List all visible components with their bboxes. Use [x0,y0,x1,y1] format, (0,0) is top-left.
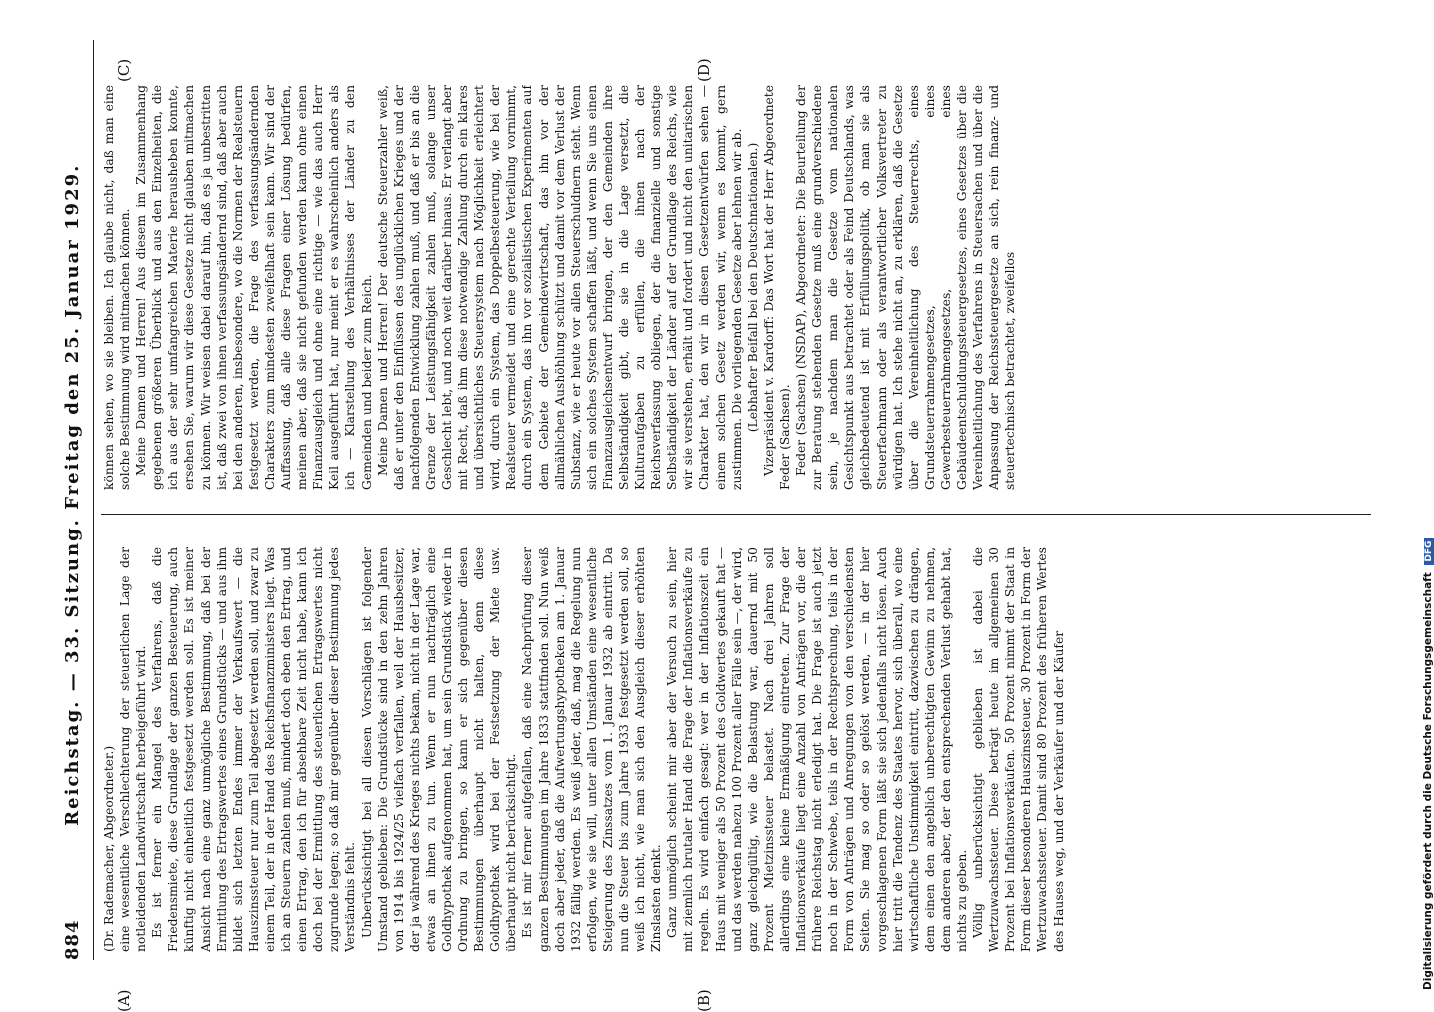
paragraph: Meine Damen und Herren! Der deutsche Steuerzahler weiß, daß er unter den Einflüssen des unglücklichen Krieges und der nachfolgenden Entwicklung zahlen muß, und daß er bis an die Grenze der Leistungsfähigkeit zahlen muß, solange unser Geschlecht lebt, und noch weit darüber hinaus. Er verlangt aber mit Recht, daß ihm diese notwendige Zahlung durch ein klares und übersichtliches Steuersystem nach Möglichkeit erleichtert wird, durch ein System, das Doppelbesteuerung, wie bei der Realsteuer vermeidet und eine gerechte Verteilung vornimmt, durch ein System, das ihn vor sozialistischen Experimenten auf dem Gebiete der Gemeindewirtschaft, das ihn vor der allmählichen Aushöhlung schützt und damit vor dem Verlust der Substanz, wie er heute vor allen Steuerschuldnern steht. Wenn sich ein solches System schaffen läßt, und wenn Sie uns einen Finanzausgleichsentwurf bringen, der den Gemeinden ihre Selbständigkeit gibt, die sie in die Lage versetzt, die Kulturaufgaben zu erfüllen, die ihnen nach der Reichsverfassung obliegen, der die finanzielle und sonstige Selbständigkeit der Länder auf der Grundlage des Reichs, wie wir sie verstehen, erhält und fordert und nicht den unitarischen Charakter hat, den wir in diesen Gesetzentwürfen sehen — einem solchen Gesetz werden wir, wenn es kommt, gern zustimmen. Die vorliegenden Gesetze aber lehnen wir ab. [375,85,744,490]
paragraph: Völlig unberücksichtigt geblieben ist dabei die Wertzuwachssteuer. Diese beträgt heute im allgemeinen 30 Prozent bei Inflationsverkäufen. 50 Prozent nimmt der Staat in Form dieser besonderen Hauszinssteuer, 30 Prozent in Form der Wertzuwachssteuer. Damit sind 80 Prozent des früheren Wertes des Hauses weg, und der Verkäufer und der Käufer [971,547,1066,952]
paragraph: Meine Damen und Herren! Aus diesem im Zusammenhang gegebenen größeren Überblick und aus den Einzelheiten, die ich aus der sehr umfangreichen Materie herausheben konnte, ersehen Sie, warum wir diese Gesetze nicht glauben mitmachen zu können. Wir weisen dabei darauf hin, daß es ja unbestritten ist, daß zwei von ihnen verfassungsändernd sind, daß aber auch bei den anderen, insbesondere, wo die Normen der Realsteuern festgesetzt werden, die Frage des verfassungsändernden Charakters zum mindesten zweifelhaft sein kann. Wir sind der Auffassung, daß alle diese Fragen einer Lösung bedürfen, meinen aber, daß sie nicht gefunden werden kann ohne einen Finanzausgleich und ohne eine richtige — wie das auch Herr Keil ausgeführt hat, nur meint er es wahrscheinlich anders als ich — Klarstellung des Verhältnisses der Länder zu den Gemeinden und beider zum Reich. [134,85,374,490]
rotated-page [55,40,1385,1012]
credit-text: Digitalisierung gefördert durch die Deutsche Forschungsgemeinschaft [1422,572,1434,990]
digitization-credit [1422,10,1434,990]
page-title: Reichstag. — 33. Sitzung. Freitag den 25. Januar 1929. [61,163,83,826]
page-header [55,40,89,960]
header-rule [93,40,94,960]
paragraph: Es ist ferner ein Mangel des Verfahrens, daß die Friedensmiete, diese Grundlage der ganzen Besteuerung, auch künftig nicht einheitlich festgesetzt werden soll. Es ist meiner Ansicht nach eine ganz unmögliche Bestimmung, daß bei der Ermittlung des Ertragswertes eines Grundstücks — und aus ihm bildet sich letzten Endes immer der Verkaufswert — die Hauszinssteuer nur zum Teil abgesetzt werden soll, und zwar zu einem Teil, der in der Hand des Reichsfinanzministers liegt. Was ich an Steuern zahlen muß, mindert doch eben den Ertrag, und einen Ertrag, den ich für absehbare Zeit nicht habe, kann ich doch bei der Ermittlung des steuerlichen Ertragswertes nicht zugrunde legen; so daß mir gegenüber dieser Bestimmung jedes Verständnis fehlt. [150,547,358,952]
paragraph: eine wesentliche Verschlechterung der steuerlichen Lage der notleidenden Landwirtschaft herbeigeführt wird. [118,547,149,952]
page-number: 884 [61,919,83,960]
left-column [101,547,1371,952]
paragraph: können sehen, wo sie bleiben. Ich glaube nicht, daß man eine solche Bestimmung wird mitmachen können. [102,85,133,490]
paragraph: Es ist mir ferner aufgefallen, daß eine Nachprüfung dieser ganzen Bestimmungen im Jahre 1833 stattfinden soll. Nun weiß doch aber jeder, daß die Aufwertungshypotheken am 1. Januar 1932 fällig werden. Es weiß jeder, daß, mag die Regelung nun erfolgen, wie sie will, unter allen Umständen eine wesentliche Steigerung des Zinssatzes vom 1. Januar 1932 ab eintritt. Da nun die Steuer bis zum Jahre 1933 festgesetzt werden soll, so weiß ich nicht, wie man sich den Ausgleich dieser erhöhten Zinslasten denkt. [520,547,664,952]
margin-mark-d: (D) [695,58,713,82]
applause-note: (Lebhafter Beifall bei den Deutschnationalen.) [745,142,760,433]
margin-mark-b: (B) [695,989,713,1012]
paragraph: Vizepräsident v. Kardorff: Das Wort hat der Herr Abgeordnete Feder (Sachsen). [761,85,792,490]
right-column [101,85,1371,490]
margin-mark-c: (C) [115,58,133,82]
margin-mark-a: (A) [115,989,133,1012]
column-divider [101,514,1371,515]
dfg-logo: DFG [1424,538,1434,565]
paragraph: Ganz unmöglich scheint mir aber der Versuch zu sein, hier mit ziemlich brutaler Hand die Frage der Inflationsverkäufe zu regeln. Es wird einfach gesagt: wer in der Inflationszeit ein Haus mit weniger als 50 Prozent des Goldwertes gekauft hat — und das werden nahezu 100 Prozent aller Fälle sein —, der wird, ganz gleichgültig, wie die Belastung war, dauernd mit 50 Prozent Mietzinssteuer belastet. Nach drei Jahren soll allerdings eine kleine Ermäßigung eintreten. Zur Frage der Inflationsverkäufe liegt eine Anzahl von Anträgen vor, die der frühere Reichstag nicht erledigt hat. Die Frage ist auch jetzt noch in der Schwebe, teils in der Rechtsprechung, teils in der Form von Anträgen und Anregungen von den verschiedensten Seiten. Sie mag so oder so gelöst werden, — in der hier vorgeschlagenen Form läßt sie sich jedenfalls nicht lösen. Auch hier tritt die Tendenz des Staates hervor, sich überall, wo eine wirtschaftliche Unstimmigkeit eintritt, dazwischen zu drängen, dem einen den angeblich unberechtigten Gewinn zu nehmen, dem anderen aber, der den entsprechenden Verlust gehabt hat, nichts zu geben. [665,547,969,952]
paragraph: (Dr. Rademacher, Abgeordneter.) [102,745,116,952]
paragraph: Feder (Sachsen) (NSDAP), Abgeordneter: Die Beurteilung der zur Beratung stehenden Gesetze muß eine grundverschiedene sein, je nachdem man die Gesetze vom nationalen Gesichtspunkt aus betrachtet oder als Feind Deutschlands, was gleichbedeutend ist mit Erfüllungspolitik, ob man sie als Steuerfachmann oder als verantwortlicher Volksvertreter zu würdigen hat. Ich stehe nicht an, zu erklären, daß die Gesetze über die Vereinheitlichung des Steuerrechts, eines Grundsteuerrahmengesetzes, eines Gewerbesteuerrahmengesetzes, eines Gebäudeentschuldungssteuergesetzes, eines Gesetzes über die Vereinheitlichung des Verfahrens in Steuersachen und über die Anpassung der Reichssteuergesetze an sich, rein finanz- und steuertechnisch betrachtet, zweifellos [794,85,1018,490]
paragraph: Unberücksichtigt bei all diesen Vorschlägen ist folgender Umstand geblieben: Die Grundstücke sind in den zehn Jahren von 1914 bis 1924/25 vielfach verfallen, weil der Hausbesitzer, der ja während des Krieges nichts bekam, nicht in der Lage war, etwas an ihnen zu tun. Wenn er nun nachträglich eine Goldhypothek aufgenommen hat, um sein Grundstück wieder in Ordnung zu bringen, so kann er sich gegenüber diesen Bestimmungen überhaupt nicht halten, denn diese Goldhypothek wird bei der Festsetzung der Miete usw. überhaupt nicht berücksichtigt. [359,547,519,952]
